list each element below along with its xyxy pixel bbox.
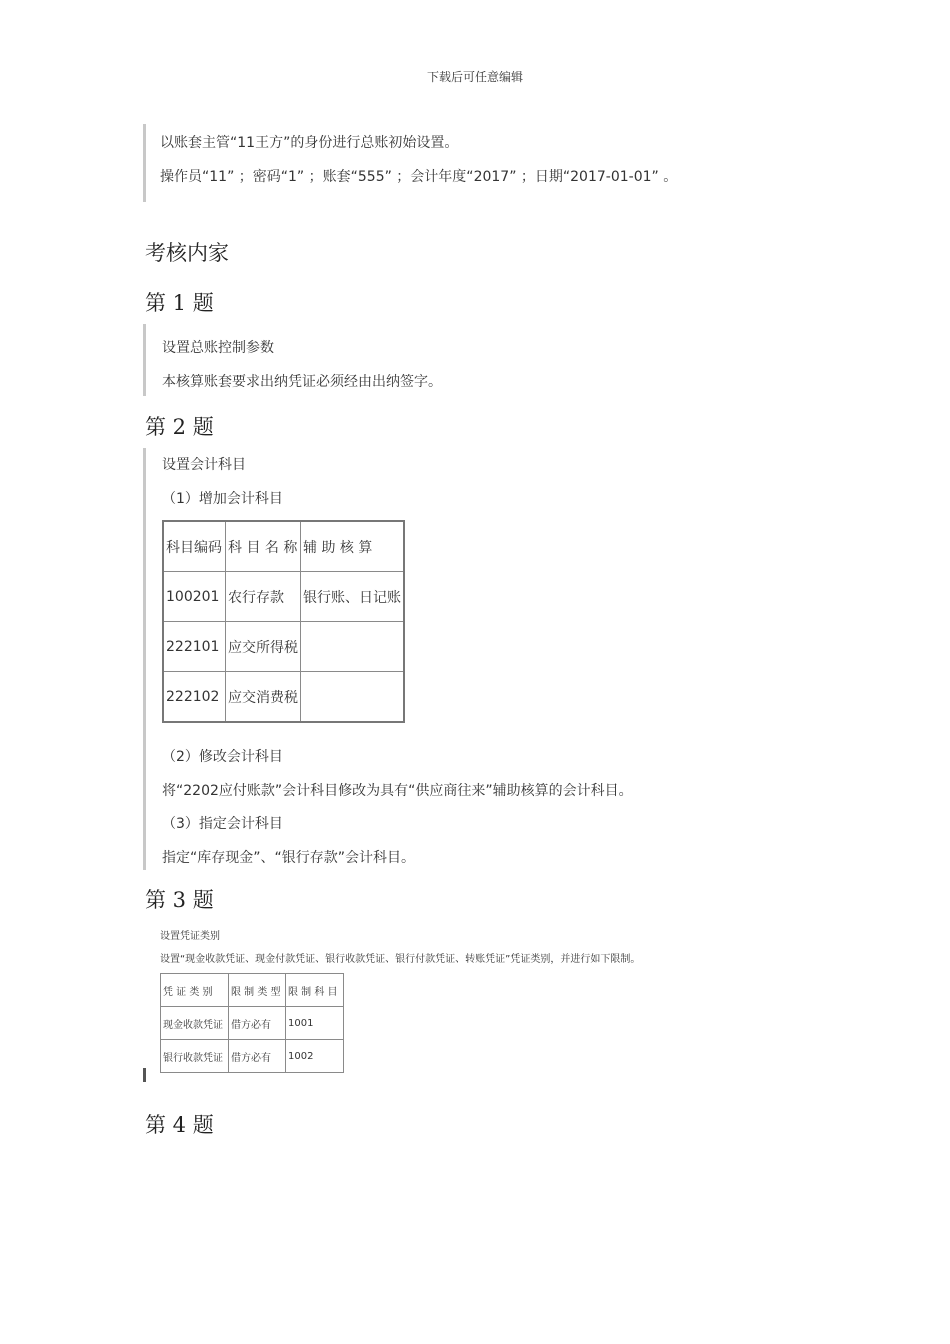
account-table: [162, 520, 405, 723]
q3-line-1: 设置凭证类别: [160, 931, 220, 942]
table-header-cell: 科 目 名 称: [226, 521, 301, 572]
table-cell: 现金收款凭证: [161, 1007, 229, 1040]
q4-title: 第 4 题: [145, 1113, 214, 1137]
intro-line-2: 操作员“11” ；密码“1” ；账套“555” ；会计年度“2017” ；日期“2017-01-01” 。: [160, 169, 678, 185]
table-cell: 1002: [286, 1040, 344, 1073]
table-cell: 222101: [163, 622, 226, 672]
q2-sub-3: （3）指定会计科目: [162, 816, 283, 832]
q2-line-2: 将“2202应付账款”会计科目修改为具有“供应商往来”辅助核算的会计科目。: [162, 783, 633, 799]
q2-sub-2: （2）修改会计科目: [162, 749, 283, 765]
table-header-cell: 辅 助 核 算: [301, 521, 405, 572]
table-cell: 应交消费税: [226, 672, 301, 723]
q2-title: 第 2 题: [145, 415, 214, 439]
q1-line-1: 设置总账控制参数: [162, 340, 274, 356]
table-cell: 借方必有: [229, 1040, 286, 1073]
intro-line-1: 以账套主管“11王方”的身份进行总账初始设置。: [160, 135, 459, 151]
table-cell: [301, 622, 405, 672]
table-cell: [301, 672, 405, 723]
table-cell: 农行存款: [226, 572, 301, 622]
table-header-cell: 凭 证 类 别: [161, 974, 229, 1007]
q1-line-2: 本核算账套要求出纳凭证必须经由出纳签字。: [162, 374, 442, 390]
q2-sub-1: （1）增加会计科目: [162, 491, 283, 507]
page-header: 下载后可任意编辑: [426, 70, 523, 84]
q2-line-1: 设置会计科目: [162, 457, 246, 473]
table-row: [163, 622, 404, 672]
table-header-row: [161, 974, 344, 1007]
q1-block: [143, 324, 480, 396]
intro-block: [143, 124, 780, 202]
q3-block-marker: [143, 1068, 146, 1082]
table-cell: 100201: [163, 572, 226, 622]
q2-line-3: 指定“库存现金”、“银行存款”会计科目。: [162, 850, 416, 866]
q1-title: 第 1 题: [145, 291, 214, 315]
table-cell: 银行账、日记账: [301, 572, 405, 622]
table-row: [163, 572, 404, 622]
table-header-row: [163, 521, 404, 572]
table-header-cell: 科目编码: [163, 521, 226, 572]
table-cell: 1001: [286, 1007, 344, 1040]
voucher-table: [160, 973, 344, 1073]
table-header-cell: 限 制 科 目: [286, 974, 344, 1007]
table-cell: 222102: [163, 672, 226, 723]
q3-title: 第 3 题: [145, 888, 214, 912]
table-row: [161, 1007, 344, 1040]
table-cell: 银行收款凭证: [161, 1040, 229, 1073]
table-header-cell: 限 制 类 型: [229, 974, 286, 1007]
q3-line-2: 设置“现金收款凭证、现金付款凭证、银行收款凭证、银行付款凭证、转账凭证”凭证类别，并进行如下限制。: [160, 954, 641, 965]
table-cell: 应交所得税: [226, 622, 301, 672]
table-cell: 借方必有: [229, 1007, 286, 1040]
table-row: [163, 672, 404, 723]
q2-block: [143, 448, 700, 870]
section-title: 考核内家: [145, 241, 229, 265]
table-row: [161, 1040, 344, 1073]
q3-block: [143, 922, 703, 1082]
